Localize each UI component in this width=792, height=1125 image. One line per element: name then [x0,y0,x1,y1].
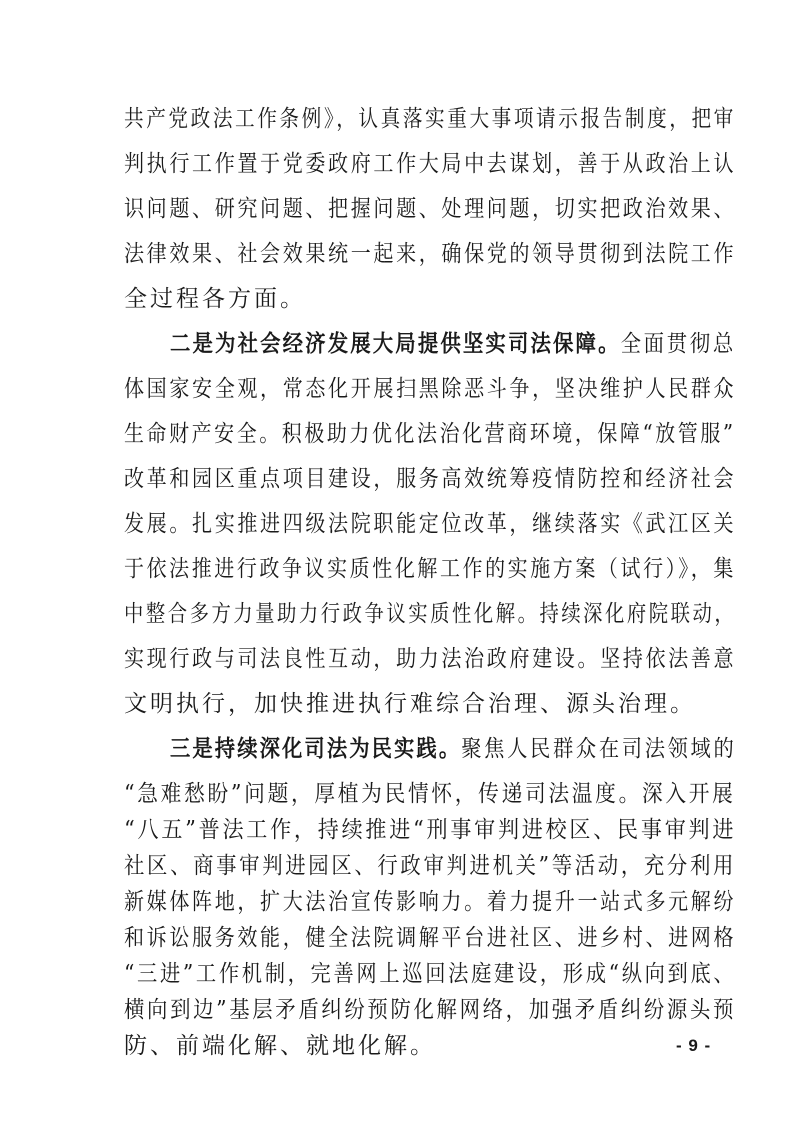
text-line: 横向到边”基层矛盾纠纷预防化解网络，加强矛盾纠纷源头预 [124,997,737,1023]
text-line: “八五”普法工作，持续推进“刑事审判进校区、民事审判进 [124,817,737,843]
page-number: - 9 - [676,1036,712,1055]
text-line: 防、前端化解、就地化解。 [124,1033,436,1059]
text-line: 生命财产安全。积极助力优化法治化营商环境，保障“放管服” [124,421,736,447]
paragraph-heading: 三是持续深化司法为民实践。 [170,736,462,762]
text-line: 判执行工作置于党委政府工作大局中去谋划，善于从政治上认 [124,151,737,177]
text-line: 识问题、研究问题、把握问题、处理问题，切实把政治效果、 [124,196,737,222]
text-line: 法律效果、社会效果统一起来，确保党的领导贯彻到法院工作 [124,241,737,267]
paragraph-heading: 二是为社会经济发展大局提供坚实司法保障。 [170,331,621,357]
text-line: 于依法推进行政争议实质性化解工作的实施方案（试行）》，集 [124,556,736,582]
text-line: “三进”工作机制，完善网上巡回法庭建设，形成“纵向到底、 [124,961,737,987]
paragraph-first-line [170,734,736,766]
text-line: 体国家安全观，常态化开展扫黑除恶斗争，坚决维护人民群众 [124,376,737,402]
paragraph-first-line [170,329,736,361]
text-line: 发展。扎实推进四级法院职能定位改革，继续落实《武江区关 [124,511,737,537]
text-line: 中整合多方力量助力行政争议实质性化解。持续深化府院联动， [124,601,737,627]
text-run: 全面贯彻总 [620,331,736,357]
text-line: “急难愁盼”问题，厚植为民情怀，传递司法温度。深入开展 [124,781,736,807]
text-line: 实现行政与司法良性互动，助力法治政府建设。坚持依法善意 [124,646,737,672]
text-line: 共产党政法工作条例》，认真落实重大事项请示报告制度，把审 [124,106,736,132]
text-run: 聚焦人民群众在司法领域的 [461,736,737,762]
text-line: 新媒体阵地，扩大法治宣传影响力。着力提升一站式多元解纷 [124,889,737,915]
text-line: 社区、商事审判进园区、行政审判进机关”等活动，充分利用 [124,853,737,879]
text-line: 文明执行，加快推进执行难综合治理、源头治理。 [124,691,696,717]
text-line: 全过程各方面。 [124,286,306,312]
text-line: 和诉讼服务效能，健全法院调解平台进社区、进乡村、进网格 [124,925,737,951]
text-line: 改革和园区重点项目建设，服务高效统筹疫情防控和经济社会 [124,466,737,492]
